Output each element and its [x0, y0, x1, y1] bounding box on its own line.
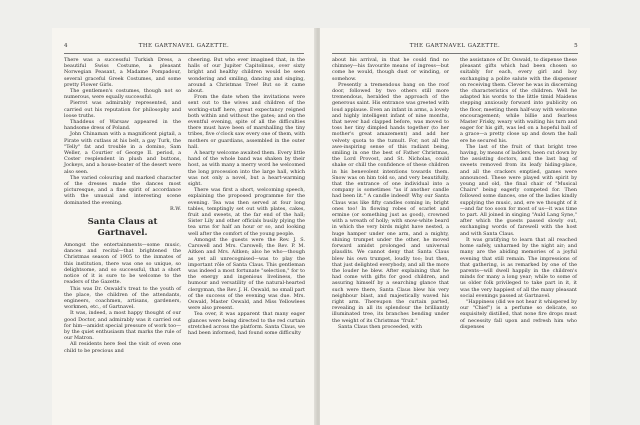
paragraph: Pierrot was admirably represented, and carried out his reputation for philosophy and loose truths. [64, 100, 181, 119]
paragraph: about his arrival, in that he could find no chimney—his favourite means of ingress—but come he would, though dust or winding, or somehow. [332, 57, 449, 82]
right-page-number: 5 [574, 43, 578, 49]
right-page-header [332, 41, 578, 51]
paragraph: A hearty welcome awaited them. Every little hand of the whole band was shaken by their host, as with many a merry word he welcomed the long procession into the large hall, which was not only a novel, but a heart-warming sight. [188, 150, 305, 188]
paragraph: All residents here feel the visit of even one child to be precious and [64, 341, 181, 354]
left-running-title: THE GARTNAVEL GAZETTE. [138, 43, 230, 49]
paragraph: From the date when the invitations were sent out to the wives and children of the working-staff here, great expectancy reigned both within and without the gates; and on the eventful evening, spite of all the difficulties there must have been of marshalling the tiny tribes, five o'clock saw every one of them, with mothers or guardians, assembled in the outer hall. [188, 94, 305, 150]
left-column-1 [64, 57, 181, 354]
paragraph: The last of the fruit of that bright tree having, by means of ladders, been cut down by the assisting doctors, and the last bag of sweets removed from its leafy hiding-place, and all the crackers emptied, games were announced. These were played with spirit by young and old, the final chair of "Musical Chairs" being eagerly competed for. Then followed some dances, one of the ladies kindly supplying the music, and, ere we thought of it—and far too soon for most of us—it was time to part. All joined in singing "Auld Lang Syne," after which the guests passed slowly out, exchanging words of farewell with the host and with Santa Claus. [460, 143, 577, 237]
paragraph: Presently a tremendous bang on the roof door, followed by two others still more tremendous, heralded the approach of the generous saint. His entrance was greeted with loud applause. Even an infant in arms, a lovely and highly intelligent infant of nine months, that never had clapped before, was moved to toss her tiny dimpled hands together (to her mother's great amazement) and add her velvety quota to the tumult. For, not all the awe-inspiring sense of this radiant being, smiling in one the best of Father Christmas, the Lord Provost, and St. Nicholas, could shake or chill the confidence of these children in his benevolent intentions towards them. Snow was on him told so, and very beautifully, that the entrance of one individual into a company is sometimes "as if another candle had been lit." A candle indeed! Why our Santa Claus was like fifty candles coming in; bright ones too! In flowing robes of scarlet and ermine (or something just as good), crowned with a wreath of holly; with snow-white beard in which the very birds might have nested, a huge hamper under one arm, and a mighty, shining trumpet under the other, he moved forward amidst prolonged and universal plaudits. We cannot deny that Santa Claus blew his own trumpet, loudly too; but then, that just delighted everybody, and all the more the louder he blew. After explaining that he had come with gifts for good children, and assuring himself by a searching glance that such were there, Santa Claus blew his very neighbour blast, and majestically waved his right arm. Thereupon the curtain parted, revealing in all its splendour the brilliantly illuminated tree, its branches bending under the weight of its Christmas "fruit." [332, 81, 449, 324]
paragraph: Tea over, it was apparent that many eager glances were being directed to the red curtain stretched across the platform. Santa Claus, we had been informed, had found some difficulty [188, 311, 305, 336]
article-heading: Santa Claus at Gartnavel. [87, 217, 158, 239]
left-page [52, 28, 316, 425]
paragraph: This was Dr. Oswald's treat to the youth of the place, the children of the attendants, engineers, coachmen, artisans, gardeners, workmen, etc., of Gartnavel. [64, 285, 181, 311]
paragraph: cheering. But who ever imagined that, in the halls of our Jupiter Capitolinus, over sixty bright and healthy children would be seen wondering and smiling, dancing and singing, around a Christmas Tree! But so it came about. [188, 57, 305, 95]
paragraph: It was gratifying to learn that all reached home safely, unharmed by the night air; and many are the abiding memories of a joyful evening that still remain. The impressions of that gathering, is as remarked by one of the parents—will dwell happily in the children's minds for many a long year; while to some of us older folk privileged to take part in it, it was the very happiest of all the many pleasant social evenings passed at Gartnavel. [460, 236, 577, 299]
paragraph: Amongst the entertainments—some music, dances and recital—that brightened the Christmas season of 1905 to the inmates of this institution, there was one so unique, so delightsome, and so successful, that a short notice of it is sure to be welcome to the readers of the Gazette. [64, 242, 181, 286]
right-page [320, 28, 590, 425]
paragraph: "Happiness (did we not hear it whispered by our "Chief") is a perfume so delicate, so exquisitely distilled, that none fire drops must of necessity fall upon and refresh him who dispenses [460, 298, 577, 330]
paragraph: There was first a short, welcoming speech, explaining the proposed programme for the evening. Tea was then served at four long tables, temptingly set out with plates, cakes, fruit and sweets, at the far end of the hall; Sister Lily and other officials busily plying the tea urns for half an hour or so, and looking well after the comfort of the young people. [188, 187, 305, 237]
paragraph: There was a successful Turkish Dress, a beautiful Swiss Costume, a pleasant Norwegian Peasant, a Madame Pompadour, several graceful Greek Costumes, and some pretty Flower Girls. [64, 57, 181, 88]
signature: R.W. [170, 205, 181, 212]
left-page-header [64, 41, 304, 51]
left-column-2 [188, 57, 305, 336]
left-header-rule [64, 53, 304, 54]
paragraph: The gentlemen's costumes, though not so numerous, were equally successful. [64, 88, 181, 101]
right-header-rule [332, 53, 578, 54]
right-column-2 [460, 57, 577, 330]
paragraph: Thaddeus of Warsaw appeared in the handsome dress of Poland. [64, 119, 181, 132]
right-running-title: THE GARTNAVEL GAZETTE. [409, 43, 501, 49]
paragraph: Amongst the guests were the Rev. J. S. Carswell and Mrs. Carswell; the Rev. P. M. Aitken and Mrs. Aitken; also he who—though as yet all unrecognised—was to play the important rôle of Santa Claus. This gentleman was indeed a most fortunate "selection," for to the energy and ingenious liveliness, the humour and versatility of the natural-hearted clergyman, the Rev. J. H. Oswald, no small part of the success of the evening was due. Mrs. Oswald, Master Oswald, and Miss Yellowlees were also present. [188, 236, 305, 312]
left-page-number: 4 [64, 43, 68, 49]
paragraph: It was, indeed, a most happy thought of our good Doctor, and admirably was it carried out for him—amidst special pressure of work too—by the quiet enthusiasm that marks the rule of our Matron. [64, 310, 181, 342]
paragraph: the assistance of Dr. Oswald, to dispense these pleasant gifts which had been chosen so suitably for each, every girl and boy exchanging a polite salute with the dispenser on receiving them. Clever he was in discerning the characteristics of the children. Well he adapted his words to the little timid Maidens stepping anxiously forward into publicity on the floor, meeting them half-way with welcome encouragement; while billie and fearless Master Frisky, weary with waiting his turn and eager for his gift, was led on a hopeful ball of a grace—a pretty close up and down the hall ere he secured his. [460, 57, 577, 144]
paragraph: Santa Claus then proceeded, with [338, 323, 423, 330]
paragraph: John Chinaman with a magnificent pigtail, a Pirate with cutlass at his belt, a gay Turk, the "Telly" fat and trouble in a domino, Sam Weller, a Courtier of George II. period, a Coster resplendent in plush and buttons, Jockeys, and a house-boater of the desert were also seen. [64, 131, 181, 175]
paragraph: The varied colouring and marked character of the dresses made the dances most picturesque, and a fine spirit of accordance with the unusual and interesting scene dominated the evening. [64, 174, 181, 206]
right-column-1 [332, 57, 449, 330]
